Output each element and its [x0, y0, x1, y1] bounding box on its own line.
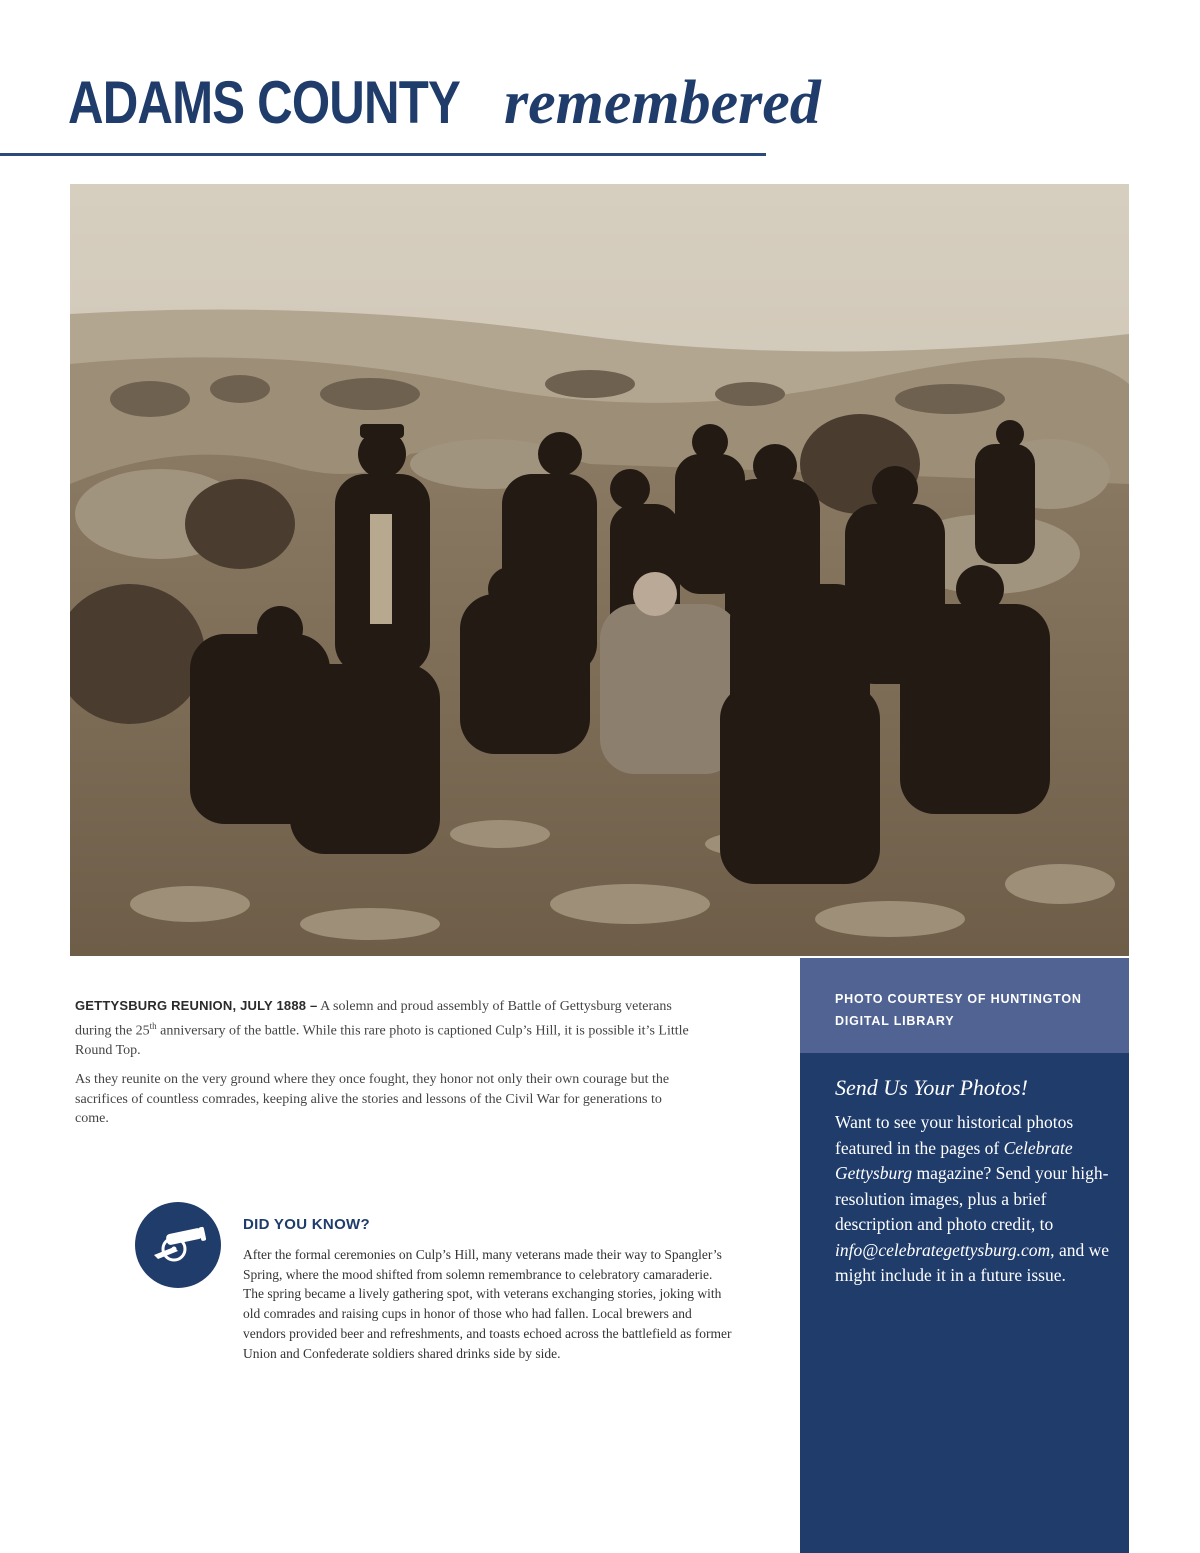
- send-photos-panel: [800, 1053, 1129, 1553]
- historical-photo: [70, 184, 1129, 956]
- cannon-glyph: [148, 1225, 208, 1265]
- caption-text-a: A solemn and proud assembly of Battle of Gettysburg veterans during the 25: [75, 999, 672, 1039]
- caption-heading: GETTYSBURG REUNION, JULY 1888 –: [75, 998, 318, 1013]
- caption-superscript: th: [149, 1020, 157, 1031]
- photo-credit-box: [800, 958, 1129, 1053]
- cannon-icon: [135, 1202, 221, 1288]
- photo-credit: PHOTO COURTESY OF HUNTINGTON DIGITAL LIBRARY: [835, 992, 1082, 1028]
- did-you-know-title: DID YOU KNOW?: [243, 1216, 370, 1233]
- send-photos-text-c: and we might include it in a future issue.: [835, 1239, 1109, 1285]
- photo-caption: [75, 996, 695, 1139]
- send-photos-body: [835, 1110, 1115, 1289]
- send-photos-text-b: magazine? Send your high-resolution images, plus a brief description and photo credit, to: [835, 1163, 1109, 1234]
- caption-paragraph-2: As they reunite on the very ground where they once fought, they honor not only their own courage but the sacrifices of countless comrades, keeping alive the stories and lessons of the Civil War for generations to come.: [75, 1072, 670, 1127]
- photo-illustration: [70, 184, 1129, 956]
- submission-email-link[interactable]: info@celebrategettysburg.com,: [835, 1239, 1055, 1260]
- send-photos-heading: Send Us Your Photos!: [835, 1075, 1028, 1100]
- title-bold: ADAMS COUNTY: [68, 69, 460, 136]
- magazine-name: Celebrate Gettysburg: [835, 1137, 1073, 1183]
- caption-paragraph-1: [75, 996, 695, 1060]
- caption-text-b: anniversary of the battle. While this rare photo is captioned Culp’s Hill, it is possible it’s Little Round Top.: [75, 1023, 689, 1058]
- title-italic: remembered: [504, 69, 821, 137]
- did-you-know-body: After the formal ceremonies on Culp’s Hill, many veterans made their way to Spangler’s Spring, where the mood shifted from solemn remembrance to celebratory camaraderie. The spring became a lively gathering spot, with veterans exchanging stories, joking with old comrades and raising cups in honor of those who had fallen. Local brewers and vendors provided beer and refreshments, and toasts echoed across the battlefield as former Union and Confederate soldiers shared drinks side by side.: [243, 1247, 732, 1361]
- page-title: [68, 69, 821, 137]
- send-photos-text-a: Want to see your historical photos featured in the pages of: [835, 1112, 1074, 1158]
- header-rule: [0, 153, 766, 156]
